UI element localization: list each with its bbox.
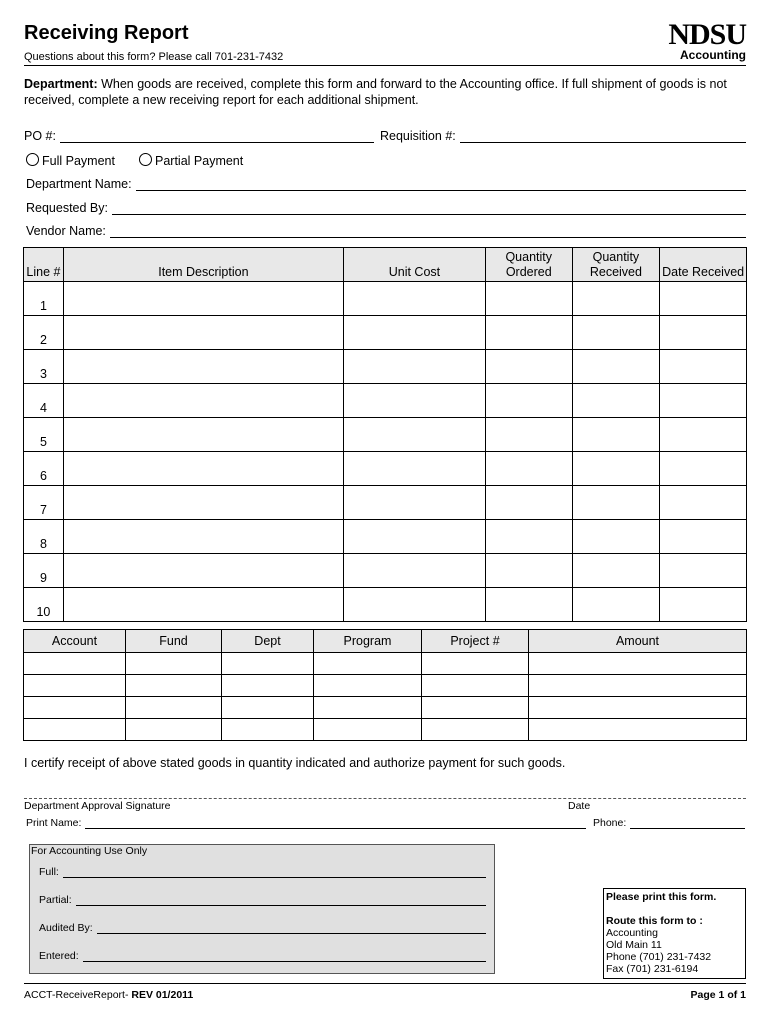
account-entry-cell[interactable] xyxy=(529,697,747,719)
item-entry-cell[interactable] xyxy=(572,418,660,452)
account-entry-cell[interactable] xyxy=(422,697,529,719)
table-row xyxy=(24,452,747,486)
table-row xyxy=(24,418,747,452)
item-entry-cell[interactable] xyxy=(572,316,660,350)
item-entry-cell[interactable] xyxy=(63,520,343,554)
item-entry-cell[interactable] xyxy=(63,452,343,486)
full-payment-radio[interactable] xyxy=(26,153,39,166)
item-entry-cell[interactable] xyxy=(63,350,343,384)
item-entry-cell[interactable] xyxy=(572,282,660,316)
header-quantity-ordered xyxy=(485,248,572,282)
intro-bold: Department: xyxy=(24,77,98,91)
requisition-input-line[interactable] xyxy=(460,132,746,143)
header-unit-cost: Unit Cost xyxy=(343,248,485,282)
item-entry-cell[interactable] xyxy=(485,350,572,384)
item-entry-cell[interactable] xyxy=(485,316,572,350)
account-entry-cell[interactable] xyxy=(24,719,126,741)
vendor-name-input-line[interactable] xyxy=(110,227,746,238)
item-entry-cell[interactable] xyxy=(63,316,343,350)
acct-full-label: Full: xyxy=(39,866,59,878)
header-account: Account xyxy=(24,630,126,653)
route-building: Old Main 11 xyxy=(606,939,662,951)
intro-paragraph xyxy=(24,76,746,108)
item-entry-cell[interactable] xyxy=(485,520,572,554)
account-entry-cell[interactable] xyxy=(314,653,422,675)
item-entry-cell[interactable] xyxy=(343,418,485,452)
account-table xyxy=(23,629,747,741)
line-number-cell: 8 xyxy=(24,520,64,554)
line-number-cell: 5 xyxy=(24,418,64,452)
table-row xyxy=(24,554,747,588)
item-entry-cell[interactable] xyxy=(660,316,747,350)
item-entry-cell[interactable] xyxy=(63,418,343,452)
header-divider xyxy=(24,65,746,66)
table-row xyxy=(24,697,747,719)
header-program: Program xyxy=(314,630,422,653)
full-payment-option[interactable] xyxy=(26,153,115,168)
account-entry-cell[interactable] xyxy=(222,675,314,697)
item-entry-cell[interactable] xyxy=(343,520,485,554)
item-entry-cell[interactable] xyxy=(485,588,572,622)
acct-partial-field[interactable] xyxy=(39,894,486,906)
item-entry-cell[interactable] xyxy=(572,452,660,486)
acct-partial-line[interactable] xyxy=(76,897,486,906)
item-entry-cell[interactable] xyxy=(485,418,572,452)
po-field[interactable] xyxy=(24,129,374,143)
acct-audited-line[interactable] xyxy=(97,925,486,934)
table-row xyxy=(24,316,747,350)
table-row xyxy=(24,486,747,520)
account-entry-cell[interactable] xyxy=(126,697,222,719)
acct-entered-label: Entered: xyxy=(39,950,79,962)
account-entry-cell[interactable] xyxy=(222,653,314,675)
form-id xyxy=(24,989,193,1001)
table-row xyxy=(24,588,747,622)
item-entry-cell[interactable] xyxy=(485,452,572,486)
item-entry-cell[interactable] xyxy=(343,350,485,384)
table-row xyxy=(24,675,747,697)
table-row xyxy=(24,520,747,554)
item-entry-cell[interactable] xyxy=(63,384,343,418)
vendor-name-field[interactable] xyxy=(26,224,746,238)
item-entry-cell[interactable] xyxy=(572,384,660,418)
logo-main-text: NDSU xyxy=(668,18,746,51)
intro-text: When goods are received, complete this form and forward to the Accounting office. If full shipment of goods is not received, complete a new receiving report for each additional shipment. xyxy=(24,77,727,107)
requisition-label: Requisition #: xyxy=(380,129,456,143)
ndsu-logo xyxy=(636,20,746,62)
items-table xyxy=(23,247,747,622)
item-entry-cell[interactable] xyxy=(63,282,343,316)
table-row xyxy=(24,384,747,418)
acct-entered-line[interactable] xyxy=(83,953,486,962)
item-entry-cell[interactable] xyxy=(660,418,747,452)
phone-field[interactable] xyxy=(593,817,745,829)
account-entry-cell[interactable] xyxy=(314,675,422,697)
item-entry-cell[interactable] xyxy=(660,282,747,316)
account-entry-cell[interactable] xyxy=(529,653,747,675)
account-body xyxy=(24,653,747,741)
item-entry-cell[interactable] xyxy=(63,486,343,520)
header-quantity-received xyxy=(572,248,660,282)
item-entry-cell[interactable] xyxy=(63,588,343,622)
item-entry-cell[interactable] xyxy=(343,554,485,588)
account-entry-cell[interactable] xyxy=(529,719,747,741)
table-row xyxy=(24,719,747,741)
account-entry-cell[interactable] xyxy=(314,697,422,719)
account-entry-cell[interactable] xyxy=(314,719,422,741)
form-id-prefix: ACCT-ReceiveReport- xyxy=(24,989,132,1001)
item-entry-cell[interactable] xyxy=(63,554,343,588)
account-entry-cell[interactable] xyxy=(422,719,529,741)
line-number-cell: 2 xyxy=(24,316,64,350)
item-entry-cell[interactable] xyxy=(660,486,747,520)
table-row xyxy=(24,282,747,316)
item-entry-cell[interactable] xyxy=(572,520,660,554)
account-entry-cell[interactable] xyxy=(24,697,126,719)
item-entry-cell[interactable] xyxy=(660,554,747,588)
item-entry-cell[interactable] xyxy=(343,282,485,316)
items-body xyxy=(24,282,747,622)
account-entry-cell[interactable] xyxy=(126,719,222,741)
line-number-cell: 6 xyxy=(24,452,64,486)
phone-input-line[interactable] xyxy=(630,820,745,829)
route-office: Accounting xyxy=(606,927,658,939)
item-entry-cell[interactable] xyxy=(660,588,747,622)
partial-payment-option[interactable] xyxy=(139,153,243,168)
account-entry-cell[interactable] xyxy=(24,653,126,675)
footer-divider xyxy=(24,983,746,984)
requisition-field[interactable] xyxy=(380,129,746,143)
form-revision: REV 01/2011 xyxy=(131,989,194,1001)
item-entry-cell[interactable] xyxy=(660,350,747,384)
acct-full-line[interactable] xyxy=(63,869,486,878)
accounting-use-label: For Accounting Use Only xyxy=(31,845,148,857)
acct-entered-field[interactable] xyxy=(39,950,486,962)
item-entry-cell[interactable] xyxy=(343,316,485,350)
print-name-field[interactable] xyxy=(26,817,586,829)
date-label: Date xyxy=(568,800,591,812)
requested-by-input-line[interactable] xyxy=(112,204,746,215)
account-entry-cell[interactable] xyxy=(126,653,222,675)
acct-partial-label: Partial: xyxy=(39,894,72,906)
qty-ordered-line2: Ordered xyxy=(505,265,552,279)
account-entry-cell[interactable] xyxy=(126,675,222,697)
department-name-input-line[interactable] xyxy=(136,180,746,191)
table-row xyxy=(24,653,747,675)
table-row xyxy=(24,350,747,384)
print-name-label: Print Name: xyxy=(26,817,82,829)
route-heading: Route this form to : xyxy=(606,915,703,927)
partial-payment-radio[interactable] xyxy=(139,153,152,166)
approval-signature-label: Department Approval Signature xyxy=(24,800,171,812)
account-entry-cell[interactable] xyxy=(422,653,529,675)
page-number: Page 1 of 1 xyxy=(690,989,746,1001)
line-number-cell: 1 xyxy=(24,282,64,316)
header-date-received: Date Received xyxy=(660,248,747,282)
line-number-cell: 9 xyxy=(24,554,64,588)
header-amount: Amount xyxy=(529,630,747,653)
signature-line[interactable] xyxy=(24,798,746,799)
item-entry-cell[interactable] xyxy=(660,452,747,486)
logo-sub-text: Accounting xyxy=(680,48,746,62)
po-label: PO #: xyxy=(24,129,56,143)
department-name-label: Department Name: xyxy=(26,177,132,191)
route-phone: Phone (701) 231-7432 xyxy=(606,951,712,963)
accounting-use-box xyxy=(29,844,495,974)
page-title: Receiving Report xyxy=(24,22,189,44)
account-entry-cell[interactable] xyxy=(422,675,529,697)
contact-subtitle: Questions about this form? Please call 701-231-7432 xyxy=(24,51,284,63)
po-input-line[interactable] xyxy=(60,132,374,143)
item-entry-cell[interactable] xyxy=(343,486,485,520)
item-entry-cell[interactable] xyxy=(485,554,572,588)
print-name-input-line[interactable] xyxy=(85,820,586,829)
acct-audited-label: Audited By: xyxy=(39,922,93,934)
header-project: Project # xyxy=(422,630,529,653)
acct-full-field[interactable] xyxy=(39,866,486,878)
item-entry-cell[interactable] xyxy=(485,486,572,520)
line-number-cell: 10 xyxy=(24,588,64,622)
certify-statement: I certify receipt of above stated goods in quantity indicated and authorize payment for such goods. xyxy=(24,756,566,770)
phone-label: Phone: xyxy=(593,817,627,829)
full-payment-label: Full Payment xyxy=(42,154,115,168)
header-dept: Dept xyxy=(222,630,314,653)
route-fax: Fax (701) 231-6194 xyxy=(606,963,699,975)
item-entry-cell[interactable] xyxy=(660,384,747,418)
item-entry-cell[interactable] xyxy=(572,350,660,384)
acct-audited-field[interactable] xyxy=(39,922,486,934)
partial-payment-label: Partial Payment xyxy=(155,154,244,168)
qty-ordered-line1: Quantity xyxy=(505,250,553,264)
account-entry-cell[interactable] xyxy=(529,675,747,697)
line-number-cell: 7 xyxy=(24,486,64,520)
header-item-description: Item Description xyxy=(63,248,343,282)
header-line-number: Line # xyxy=(24,248,64,282)
item-entry-cell[interactable] xyxy=(660,520,747,554)
line-number-cell: 4 xyxy=(24,384,64,418)
print-note: Please print this form. xyxy=(606,891,717,903)
line-number-cell: 3 xyxy=(24,350,64,384)
requested-by-label: Requested By: xyxy=(26,201,108,215)
account-entry-cell[interactable] xyxy=(24,675,126,697)
routing-info-box xyxy=(603,888,746,979)
item-entry-cell[interactable] xyxy=(572,588,660,622)
account-entry-cell[interactable] xyxy=(222,719,314,741)
item-entry-cell[interactable] xyxy=(485,282,572,316)
requested-by-field[interactable] xyxy=(26,201,746,215)
qty-received-line2: Received xyxy=(589,265,642,279)
qty-received-line1: Quantity xyxy=(592,250,640,264)
item-entry-cell[interactable] xyxy=(485,384,572,418)
item-entry-cell[interactable] xyxy=(343,384,485,418)
item-entry-cell[interactable] xyxy=(343,588,485,622)
department-name-field[interactable] xyxy=(26,177,746,191)
item-entry-cell[interactable] xyxy=(572,486,660,520)
header-fund: Fund xyxy=(126,630,222,653)
item-entry-cell[interactable] xyxy=(343,452,485,486)
vendor-name-label: Vendor Name: xyxy=(26,224,106,238)
item-entry-cell[interactable] xyxy=(572,554,660,588)
account-entry-cell[interactable] xyxy=(222,697,314,719)
